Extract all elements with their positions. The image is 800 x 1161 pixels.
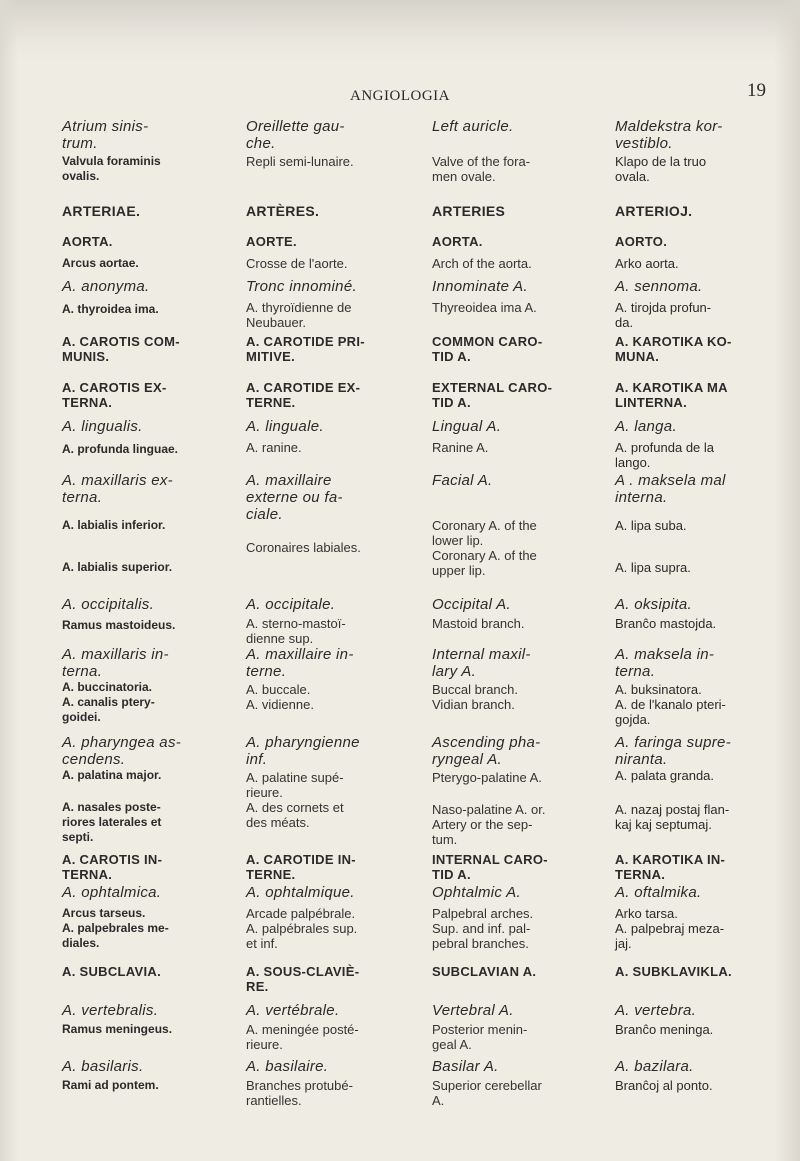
- entry-line: Innominate A.: [432, 278, 528, 295]
- entry-line: A. CAROTIDE IN-: [246, 852, 356, 867]
- entry-line: A. maxillaris in-: [62, 646, 169, 663]
- page-number: 19: [747, 80, 766, 101]
- scan-shadow-top: [0, 0, 800, 62]
- glossary-entry: [615, 380, 775, 410]
- entry-line: Branches protubé-: [246, 1078, 353, 1093]
- glossary-entry: [432, 770, 600, 785]
- glossary-entry: [246, 540, 414, 555]
- glossary-entry: [62, 596, 222, 613]
- entry-line: A. SUBCLAVIA.: [62, 964, 161, 979]
- glossary-entry: [615, 616, 775, 631]
- glossary-entry: [615, 964, 775, 979]
- entry-line: A. ophtalmica.: [62, 884, 162, 901]
- entry-line: A. profunda de la: [615, 440, 715, 455]
- glossary-entry: [432, 380, 600, 410]
- glossary-entry: [432, 418, 600, 435]
- entry-line: A. thyroïdienne de: [246, 300, 352, 315]
- page-header: [0, 80, 800, 108]
- entry-line: TERNE.: [246, 867, 296, 882]
- glossary-entry: [246, 334, 414, 364]
- entry-line: A. occipitale.: [246, 596, 336, 613]
- glossary-entry: [62, 646, 222, 680]
- entry-line: A. palatina major.: [62, 768, 162, 782]
- entry-line: A. maksela in-: [615, 646, 715, 663]
- glossary-entry: [62, 1022, 222, 1037]
- entry-line: SUBCLAVIAN A.: [432, 964, 537, 979]
- entry-line: A. palata granda.: [615, 768, 715, 783]
- entry-line: niranta.: [615, 751, 668, 768]
- entry-line: A. palpébrales sup.: [246, 921, 358, 936]
- entry-line: diales.: [62, 936, 100, 950]
- entry-line: Lingual A.: [432, 418, 502, 435]
- glossary-entry: [246, 964, 414, 994]
- entry-line: ciale.: [246, 506, 283, 523]
- glossary-entry: [432, 234, 600, 249]
- entry-line: terna.: [62, 663, 103, 680]
- entry-line: TERNA.: [62, 395, 113, 410]
- entry-line: A.: [432, 1093, 445, 1108]
- entry-line: rieure.: [246, 1037, 283, 1052]
- entry-line: A. langa.: [615, 418, 677, 435]
- glossary-entry: [432, 1078, 600, 1108]
- glossary-entry: [615, 204, 775, 219]
- entry-line: A. profunda linguae.: [62, 442, 178, 456]
- glossary-entry: [62, 334, 222, 364]
- glossary-entry: [432, 1022, 600, 1052]
- entry-line: A. palpebraj meza-: [615, 921, 725, 936]
- entry-line: terne.: [246, 663, 287, 680]
- entry-line: Arko aorta.: [615, 256, 679, 271]
- entry-line: COMMON CARO-: [432, 334, 543, 349]
- glossary-entry: [246, 770, 414, 830]
- entry-line: A. CAROTIDE PRI-: [246, 334, 365, 349]
- entry-line: Coronary A. of the: [432, 548, 537, 563]
- glossary-entry: [246, 1022, 414, 1052]
- entry-line: A. lipa supra.: [615, 560, 691, 575]
- entry-line: A. CAROTIDE EX-: [246, 380, 361, 395]
- glossary-entry: [432, 802, 600, 847]
- entry-line: Naso-palatine A. or.: [432, 802, 546, 817]
- glossary-entry: [246, 440, 414, 455]
- entry-line: A. buccale.: [246, 682, 311, 697]
- entry-line: A. CAROTIS EX-: [62, 380, 167, 395]
- glossary-entry: [432, 682, 600, 712]
- entry-line: Superior cerebellar: [432, 1078, 542, 1093]
- entry-line: A. palpebrales me-: [62, 921, 169, 935]
- entry-line: Arch of the aorta.: [432, 256, 532, 271]
- entry-line: upper lip.: [432, 563, 486, 578]
- glossary-entry: [62, 380, 222, 410]
- glossary-entry: [246, 906, 414, 951]
- glossary-entry: [432, 300, 600, 315]
- glossary-entry: [615, 472, 775, 506]
- entry-line: A. vertébrale.: [246, 1002, 340, 1019]
- glossary-entry: [432, 256, 600, 271]
- entry-line: Pterygo-palatine A.: [432, 770, 542, 785]
- glossary-entry: [615, 118, 775, 152]
- glossary-entry: [246, 418, 414, 435]
- entry-line: lower lip.: [432, 533, 484, 548]
- entry-line: Oreillette gau-: [246, 118, 345, 135]
- entry-line: A. maxillaris ex-: [62, 472, 173, 489]
- entry-line: ovalis.: [62, 169, 100, 183]
- glossary-entry: [246, 256, 414, 271]
- entry-line: A. pharyngienne: [246, 734, 360, 751]
- glossary-entry: [246, 646, 414, 680]
- scan-shadow-left: [0, 0, 18, 1161]
- entry-line: A. KAROTIKA MA: [615, 380, 728, 395]
- entry-line: A. SOUS-CLAVIÈ-: [246, 964, 360, 979]
- glossary-entry: [432, 204, 600, 219]
- entry-line: A. bazilara.: [615, 1058, 694, 1075]
- entry-line: TERNA.: [62, 867, 113, 882]
- entry-line: TID A.: [432, 349, 471, 364]
- scan-shadow-right: [774, 0, 800, 1161]
- entry-line: septi.: [62, 830, 94, 844]
- glossary-entry: [62, 1002, 222, 1019]
- glossary-entry: [62, 768, 222, 783]
- glossary-entry: [432, 518, 600, 578]
- entry-line: gojda.: [615, 712, 651, 727]
- entry-line: vestiblo.: [615, 135, 673, 152]
- glossary-entry: [246, 596, 414, 613]
- entry-line: Ascending pha-: [432, 734, 541, 751]
- entry-line: Rami ad pontem.: [62, 1078, 159, 1092]
- entry-line: AORTE.: [246, 234, 297, 249]
- entry-line: Coronaires labiales.: [246, 540, 361, 555]
- entry-line: A. labialis inferior.: [62, 518, 166, 532]
- entry-line: Mastoid branch.: [432, 616, 525, 631]
- glossary-entry: [62, 204, 222, 219]
- entry-line: ovala.: [615, 169, 650, 184]
- entry-line: Branĉoj al ponto.: [615, 1078, 713, 1093]
- entry-line: A. oksipita.: [615, 596, 692, 613]
- glossary-entry: [246, 278, 414, 295]
- entry-line: riores laterales et: [62, 815, 162, 829]
- glossary-entry: [62, 560, 222, 575]
- entry-line: A. nasales poste-: [62, 800, 161, 814]
- entry-line: Klapo de la truo: [615, 154, 707, 169]
- glossary-entry: [246, 852, 414, 882]
- entry-line: AORTA.: [62, 234, 113, 249]
- entry-line: terna.: [62, 489, 103, 506]
- entry-line: rantielles.: [246, 1093, 302, 1108]
- glossary-entry: [615, 884, 775, 901]
- entry-line: A. maxillaire in-: [246, 646, 354, 663]
- entry-line: A. buccinatoria.: [62, 680, 153, 694]
- entry-line: externe ou fa-: [246, 489, 343, 506]
- entry-line: MUNIS.: [62, 349, 110, 364]
- glossary-entry: [432, 472, 600, 489]
- entry-line: TERNA.: [615, 867, 666, 882]
- entry-line: A. ophtalmique.: [246, 884, 355, 901]
- glossary-entry: [246, 1002, 414, 1019]
- glossary-entry: [62, 234, 222, 249]
- glossary-entry: [615, 734, 775, 768]
- entry-line: A. des cornets et: [246, 800, 344, 815]
- glossary-entry: [615, 518, 775, 533]
- entry-line: EXTERNAL CARO-: [432, 380, 553, 395]
- glossary-entry: [246, 616, 414, 646]
- glossary-entry: [615, 560, 775, 575]
- glossary-entry: [62, 472, 222, 506]
- glossary-entry: [246, 380, 414, 410]
- entry-line: A. vidienne.: [246, 697, 314, 712]
- glossary-entry: [246, 472, 414, 523]
- entry-line: A. SUBKLAVIKLA.: [615, 964, 732, 979]
- glossary-entry: [62, 734, 222, 768]
- glossary-entry: [62, 800, 222, 845]
- entry-line: TID A.: [432, 867, 471, 882]
- glossary-entry: [615, 418, 775, 435]
- entry-line: des méats.: [246, 815, 310, 830]
- entry-line: cendens.: [62, 751, 126, 768]
- glossary-entry: [246, 734, 414, 768]
- glossary-entry: [62, 1078, 222, 1093]
- glossary-entry: [432, 852, 600, 882]
- entry-line: men ovale.: [432, 169, 496, 184]
- glossary-entry: [615, 646, 775, 680]
- entry-line: ARTERIES: [432, 203, 506, 219]
- glossary-entry: [615, 300, 775, 330]
- entry-line: A. faringa supre-: [615, 734, 731, 751]
- entry-line: goidei.: [62, 710, 101, 724]
- glossary-entry: [432, 596, 600, 613]
- entry-line: A. ranine.: [246, 440, 302, 455]
- entry-line: Internal maxil-: [432, 646, 531, 663]
- glossary-entry: [615, 278, 775, 295]
- entry-line: A. tirojda profun-: [615, 300, 712, 315]
- entry-line: Ramus mastoideus.: [62, 618, 176, 632]
- entry-line: Artery or the sep-: [432, 817, 533, 832]
- entry-line: Arcus aortae.: [62, 256, 139, 270]
- glossary-entry: [62, 418, 222, 435]
- glossary-entry: [62, 302, 222, 317]
- entry-line: MUNA.: [615, 349, 660, 364]
- entry-line: Neubauer.: [246, 315, 306, 330]
- glossary-entry: [432, 964, 600, 979]
- entry-line: ARTERIOJ.: [615, 203, 693, 219]
- entry-line: A. linguale.: [246, 418, 324, 435]
- entry-line: Tronc innominé.: [246, 278, 357, 295]
- glossary-entry: [615, 596, 775, 613]
- entry-line: ARTERIAE.: [62, 203, 141, 219]
- entry-line: ryngeal A.: [432, 751, 502, 768]
- entry-line: pebral branches.: [432, 936, 529, 951]
- glossary-entry: [246, 682, 414, 712]
- entry-line: A. maxillaire: [246, 472, 332, 489]
- entry-line: TERNE.: [246, 395, 296, 410]
- entry-line: Maldekstra kor-: [615, 118, 723, 135]
- glossary-entry: [62, 278, 222, 295]
- glossary-entry: [246, 204, 414, 219]
- glossary-entry: [615, 256, 775, 271]
- entry-line: interna.: [615, 489, 668, 506]
- glossary-entry: [432, 278, 600, 295]
- entry-line: che.: [246, 135, 276, 152]
- entry-line: Atrium sinis-: [62, 118, 149, 135]
- glossary-entry: [615, 334, 775, 364]
- entry-line: RE.: [246, 979, 269, 994]
- glossary-entry: [432, 616, 600, 631]
- glossary-entry: [432, 906, 600, 951]
- entry-line: trum.: [62, 135, 98, 152]
- entry-line: Repli semi-lunaire.: [246, 154, 354, 169]
- entry-line: A. basilaris.: [62, 1058, 144, 1075]
- entry-line: lary A.: [432, 663, 477, 680]
- entry-line: Buccal branch.: [432, 682, 518, 697]
- glossary-entry: [62, 442, 222, 457]
- entry-line: A. oftalmika.: [615, 884, 702, 901]
- entry-line: Ranine A.: [432, 440, 489, 455]
- glossary-entry: [615, 154, 775, 184]
- glossary-entry: [615, 802, 775, 832]
- entry-line: Arcade palpébrale.: [246, 906, 356, 921]
- entry-line: tum.: [432, 832, 458, 847]
- glossary-entry: [246, 300, 414, 330]
- entry-line: A. vertebralis.: [62, 1002, 159, 1019]
- entry-line: Crosse de l'aorte.: [246, 256, 348, 271]
- glossary-entry: [432, 440, 600, 455]
- entry-line: A. anonyma.: [62, 278, 150, 295]
- entry-line: ARTÈRES.: [246, 203, 320, 219]
- glossary-entry: [62, 964, 222, 979]
- entry-line: da.: [615, 315, 634, 330]
- entry-line: A. sennoma.: [615, 278, 703, 295]
- entry-line: Facial A.: [432, 472, 493, 489]
- entry-line: A. vertebra.: [615, 1002, 697, 1019]
- entry-line: A. labialis superior.: [62, 560, 173, 574]
- entry-line: Ophtalmic A.: [432, 884, 521, 901]
- glossary-entry: [615, 1058, 775, 1075]
- entry-line: Left auricle.: [432, 118, 514, 135]
- entry-line: rieure.: [246, 785, 283, 800]
- entry-line: A. lipa suba.: [615, 518, 687, 533]
- glossary-entry: [432, 154, 600, 184]
- glossary-entry: [615, 906, 775, 951]
- entry-line: Occipital A.: [432, 596, 511, 613]
- entry-line: Basilar A.: [432, 1058, 499, 1075]
- glossary-entry: [62, 906, 222, 951]
- glossary-entry: [62, 118, 222, 152]
- entry-line: AORTO.: [615, 234, 668, 249]
- glossary-entry: [615, 1022, 775, 1037]
- entry-line: A. pharyngea as-: [62, 734, 182, 751]
- glossary-entry: [246, 1058, 414, 1075]
- glossary-entry: [432, 1002, 600, 1019]
- entry-line: MITIVE.: [246, 349, 296, 364]
- entry-line: Sup. and inf. pal-: [432, 921, 531, 936]
- page-title: ANGIOLOGIA: [350, 88, 450, 104]
- entry-line: A . maksela mal: [615, 472, 726, 489]
- entry-line: AORTA.: [432, 234, 483, 249]
- entry-line: Vertebral A.: [432, 1002, 514, 1019]
- glossary-entry: [246, 154, 414, 169]
- entry-line: Branĉo mastojda.: [615, 616, 717, 631]
- entry-line: Ramus meningeus.: [62, 1022, 173, 1036]
- entry-line: A. thyroidea ima.: [62, 302, 159, 316]
- glossary-entry: [432, 1058, 600, 1075]
- glossary-entry: [62, 852, 222, 882]
- entry-line: A. de l'kanalo pteri-: [615, 697, 726, 712]
- entry-line: A. lingualis.: [62, 418, 143, 435]
- entry-line: kaj kaj septumaj.: [615, 817, 712, 832]
- glossary-entry: [246, 118, 414, 152]
- entry-line: A. CAROTIS IN-: [62, 852, 163, 867]
- glossary-entry: [432, 884, 600, 901]
- entry-line: Branĉo meninga.: [615, 1022, 714, 1037]
- entry-line: Palpebral arches.: [432, 906, 534, 921]
- glossary-entry: [615, 1078, 775, 1093]
- entry-line: A. KAROTIKA KO-: [615, 334, 732, 349]
- entry-line: Valvula foraminis: [62, 154, 161, 168]
- entry-line: Arko tarsa.: [615, 906, 678, 921]
- entry-line: et inf.: [246, 936, 278, 951]
- glossary-entry: [62, 884, 222, 901]
- entry-line: Thyreoidea ima A.: [432, 300, 537, 315]
- entry-line: dienne sup.: [246, 631, 314, 646]
- glossary-entry: [62, 680, 222, 725]
- entry-line: A. buksinatora.: [615, 682, 702, 697]
- glossary-entry: [432, 734, 600, 768]
- entry-line: geal A.: [432, 1037, 472, 1052]
- entry-line: A. basilaire.: [246, 1058, 329, 1075]
- entry-line: A. sterno-mastoï-: [246, 616, 346, 631]
- glossary-entry: [62, 154, 222, 184]
- glossary-entry: [432, 334, 600, 364]
- glossary-entry: [432, 646, 600, 680]
- entry-line: Valve of the fora-: [432, 154, 531, 169]
- glossary-entry: [62, 618, 222, 633]
- entry-line: jaj.: [615, 936, 632, 951]
- glossary-entry: [62, 518, 222, 533]
- entry-line: A. KAROTIKA IN-: [615, 852, 726, 867]
- glossary-entry: [246, 1078, 414, 1108]
- entry-line: terna.: [615, 663, 656, 680]
- glossary-entry: [62, 1058, 222, 1075]
- entry-line: A. occipitalis.: [62, 596, 155, 613]
- glossary-entry: [615, 768, 775, 783]
- glossary-entry: [246, 884, 414, 901]
- entry-line: Coronary A. of the: [432, 518, 537, 533]
- entry-line: A. meningée posté-: [246, 1022, 359, 1037]
- entry-line: A. canalis ptery-: [62, 695, 155, 709]
- glossary-entry: [615, 1002, 775, 1019]
- entry-line: Vidian branch.: [432, 697, 515, 712]
- glossary-entry: [615, 234, 775, 249]
- entry-line: A. CAROTIS COM-: [62, 334, 180, 349]
- entry-line: Posterior menin-: [432, 1022, 528, 1037]
- glossary-entry: [246, 234, 414, 249]
- entry-line: inf.: [246, 751, 268, 768]
- glossary-entry: [615, 852, 775, 882]
- glossary-entry: [62, 256, 222, 271]
- glossary-entry: [615, 440, 775, 470]
- entry-line: TID A.: [432, 395, 471, 410]
- entry-line: lango.: [615, 455, 651, 470]
- glossary-entry: [432, 118, 600, 135]
- entry-line: A. nazaj postaj flan-: [615, 802, 730, 817]
- entry-line: A. palatine supé-: [246, 770, 344, 785]
- glossary-entry: [615, 682, 775, 727]
- entry-line: LINTERNA.: [615, 395, 688, 410]
- entry-line: INTERNAL CARO-: [432, 852, 548, 867]
- entry-line: Arcus tarseus.: [62, 906, 146, 920]
